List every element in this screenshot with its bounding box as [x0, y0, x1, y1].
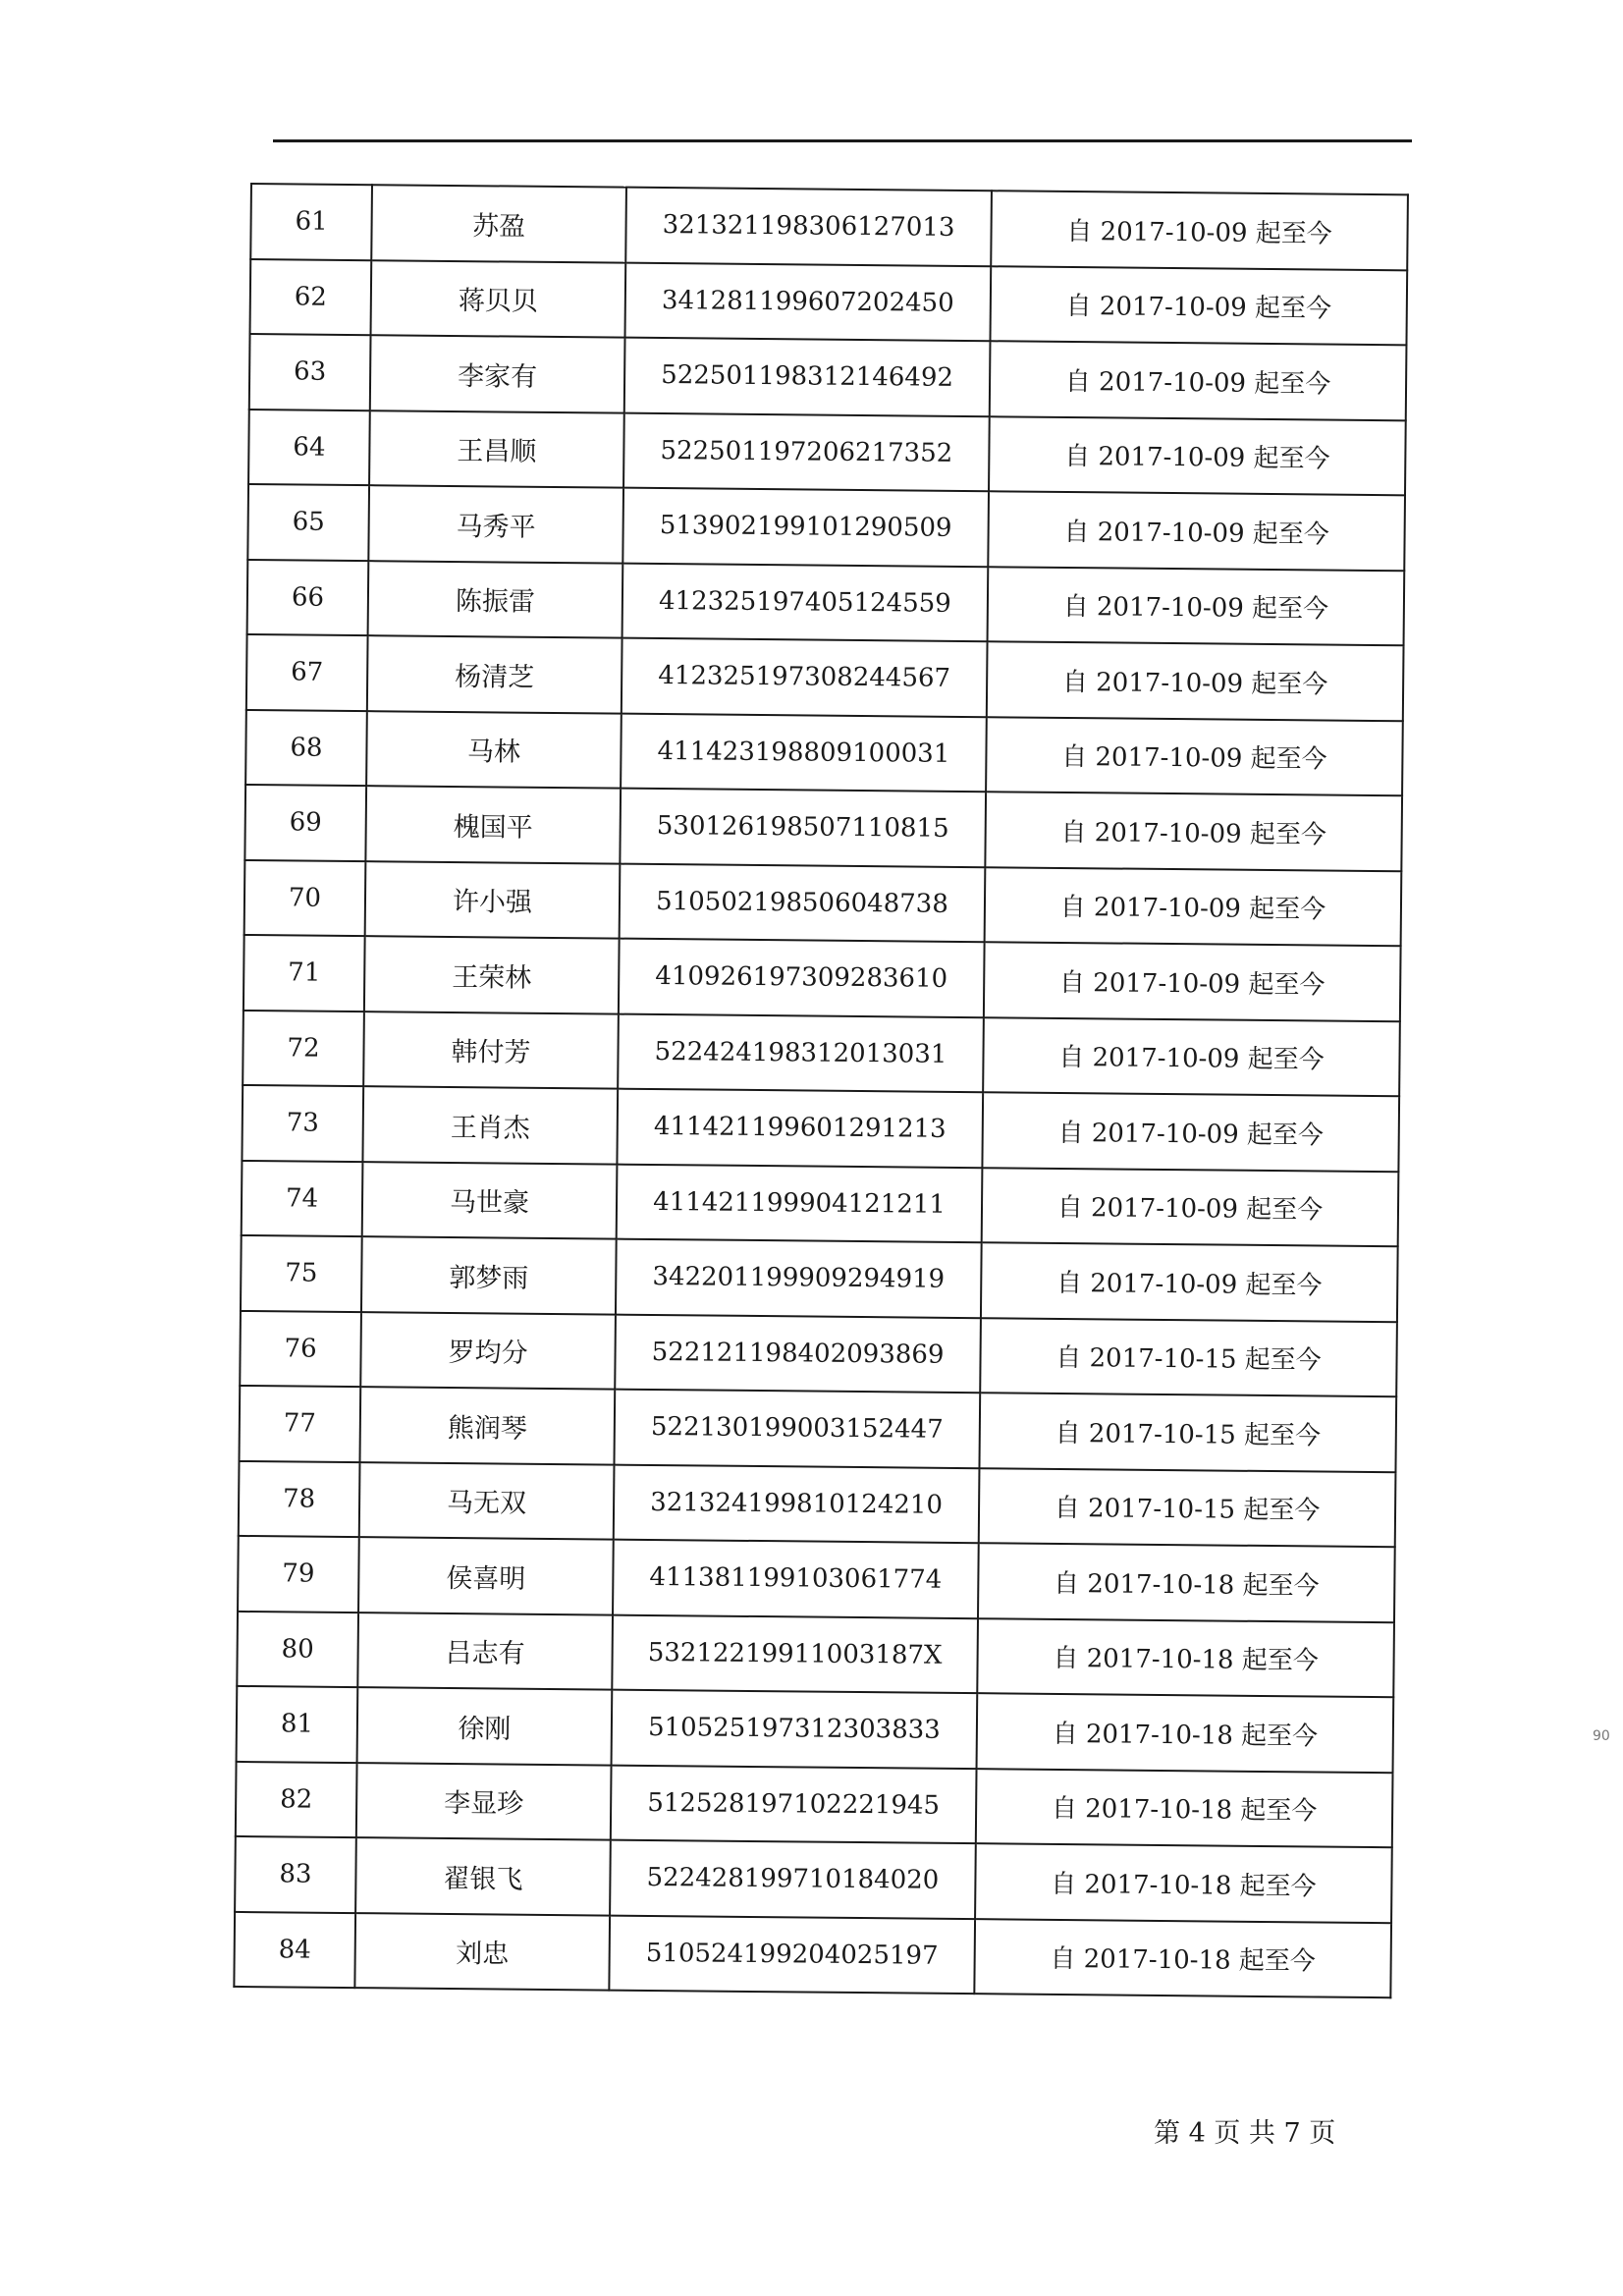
employment-period: 自 2017-10-18 起至今 [974, 1919, 1391, 1998]
page-indicator: 第 4 页 共 7 页 [1154, 2118, 1336, 2149]
employment-period: 自 2017-10-15 起至今 [980, 1318, 1397, 1397]
person-name: 槐国平 [365, 786, 621, 863]
person-name: 韩付芳 [363, 1011, 619, 1089]
employment-period: 自 2017-10-09 起至今 [985, 792, 1402, 871]
row-number: 67 [246, 634, 368, 711]
row-number: 63 [249, 334, 371, 410]
id-number: 341281199607202450 [625, 262, 992, 341]
table-row [250, 184, 1408, 270]
table-row [238, 1536, 1395, 1622]
table-row [237, 1686, 1394, 1773]
row-number: 69 [244, 785, 366, 861]
row-number: 66 [247, 559, 369, 635]
table-row [236, 1761, 1393, 1847]
id-number: 510502198506048738 [620, 863, 986, 942]
employment-period: 自 2017-10-09 起至今 [984, 942, 1401, 1021]
id-number: 411421199601291213 [617, 1089, 983, 1168]
table-row [249, 334, 1407, 420]
id-number: 411381199103061774 [613, 1540, 979, 1618]
row-number: 73 [242, 1085, 363, 1162]
employment-period: 自 2017-10-18 起至今 [975, 1843, 1392, 1923]
id-number: 412325197308244567 [622, 638, 988, 717]
id-number: 53212219911003187X [612, 1614, 978, 1693]
row-number: 78 [239, 1460, 360, 1537]
id-number: 522130199003152447 [614, 1390, 980, 1468]
id-number: 410926197309283610 [619, 939, 985, 1017]
person-name: 苏盈 [371, 185, 626, 262]
row-number: 71 [243, 935, 365, 1011]
id-number: 530126198507110815 [620, 789, 986, 867]
id-number: 522501197206217352 [623, 412, 990, 491]
table-row [245, 709, 1403, 795]
id-number: 412325197405124559 [622, 563, 989, 641]
row-number: 74 [242, 1160, 363, 1236]
id-number: 321321198306127013 [625, 188, 992, 266]
employment-period: 自 2017-10-09 起至今 [987, 641, 1404, 721]
person-name: 侯喜明 [358, 1537, 614, 1614]
person-name: 吕志有 [357, 1613, 613, 1690]
roster-table-body [234, 184, 1408, 1997]
employment-period: 自 2017-10-09 起至今 [981, 1242, 1398, 1322]
table-row [247, 484, 1405, 571]
row-number: 83 [235, 1836, 356, 1913]
employment-period: 自 2017-10-18 起至今 [976, 1769, 1393, 1848]
row-number: 75 [241, 1235, 362, 1312]
table-row [243, 1010, 1400, 1096]
id-number: 411423198809100031 [621, 713, 987, 792]
person-name: 王荣林 [364, 936, 620, 1013]
table-row [242, 1085, 1399, 1172]
person-name: 马秀平 [368, 485, 623, 563]
employment-period: 自 2017-10-15 起至今 [979, 1468, 1396, 1548]
person-name: 李家有 [370, 335, 625, 412]
employment-period: 自 2017-10-15 起至今 [979, 1393, 1396, 1472]
row-number: 65 [247, 484, 369, 561]
person-name: 马世豪 [362, 1162, 618, 1239]
table-row [239, 1460, 1396, 1547]
table-row [235, 1836, 1392, 1923]
table-row [241, 1235, 1398, 1322]
employment-period: 自 2017-10-18 起至今 [977, 1618, 1394, 1698]
row-number: 62 [250, 259, 372, 336]
id-number: 522501198312146492 [624, 338, 991, 416]
row-number: 68 [245, 709, 367, 786]
margin-mark: 90 [1593, 1728, 1610, 1744]
row-number: 72 [243, 1010, 364, 1086]
employment-period: 自 2017-10-09 起至今 [982, 1092, 1399, 1172]
employment-period: 自 2017-10-09 起至今 [990, 266, 1407, 346]
header-rule [273, 139, 1412, 142]
employment-period: 自 2017-10-09 起至今 [988, 567, 1405, 646]
row-number: 70 [244, 859, 366, 936]
row-number: 82 [236, 1761, 357, 1837]
row-number: 77 [240, 1386, 361, 1462]
row-number: 84 [234, 1911, 355, 1988]
employment-period: 自 2017-10-18 起至今 [977, 1693, 1394, 1773]
person-name: 马无双 [359, 1462, 615, 1540]
table-row [240, 1310, 1397, 1396]
employment-period: 自 2017-10-09 起至今 [990, 341, 1407, 420]
table-row [234, 1911, 1391, 1997]
row-number: 79 [238, 1536, 359, 1613]
id-number: 342201199909294919 [616, 1239, 982, 1318]
person-name: 徐刚 [357, 1687, 613, 1765]
employment-period: 自 2017-10-09 起至今 [991, 191, 1408, 270]
person-name: 熊润琴 [360, 1387, 616, 1464]
person-name: 蒋贝贝 [371, 260, 626, 338]
employment-period: 自 2017-10-18 起至今 [978, 1543, 1395, 1622]
row-number: 81 [237, 1686, 358, 1763]
table-row [244, 859, 1402, 946]
id-number: 513902199101290509 [622, 488, 989, 567]
person-name: 罗均分 [360, 1312, 616, 1390]
roster-table [233, 183, 1409, 1998]
employment-period: 自 2017-10-09 起至今 [983, 1017, 1400, 1097]
person-name: 陈振雷 [368, 561, 623, 638]
table-row [246, 634, 1404, 721]
employment-period: 自 2017-10-09 起至今 [986, 717, 1403, 796]
person-name: 马林 [366, 711, 622, 789]
row-number: 80 [237, 1611, 358, 1687]
table-row [240, 1386, 1397, 1472]
id-number: 512528197102221945 [611, 1765, 977, 1843]
id-number: 321324199810124210 [614, 1464, 980, 1543]
id-number: 522121198402093869 [615, 1314, 981, 1393]
row-number: 64 [248, 409, 370, 485]
id-number: 522428199710184020 [610, 1840, 976, 1919]
table-row [237, 1611, 1394, 1697]
table-row [244, 785, 1402, 871]
employment-period: 自 2017-10-09 起至今 [988, 491, 1405, 571]
person-name: 王肖杰 [362, 1086, 618, 1164]
employment-period: 自 2017-10-09 起至今 [985, 867, 1402, 947]
person-name: 许小强 [365, 861, 621, 939]
person-name: 刘忠 [354, 1913, 610, 1991]
employment-period: 自 2017-10-09 起至今 [982, 1168, 1399, 1247]
person-name: 杨清芝 [367, 635, 622, 713]
id-number: 522424198312013031 [618, 1013, 984, 1092]
table-row [247, 559, 1405, 645]
id-number: 411421199904121211 [617, 1164, 983, 1242]
person-name: 郭梦雨 [361, 1236, 617, 1314]
id-number: 510524199204025197 [609, 1915, 975, 1994]
row-number: 76 [240, 1310, 361, 1387]
person-name: 李显珍 [356, 1763, 612, 1840]
table-row [243, 935, 1401, 1021]
person-name: 翟银飞 [355, 1837, 611, 1915]
id-number: 510525197312303833 [612, 1690, 978, 1769]
table-row [250, 259, 1408, 346]
table-row [242, 1160, 1399, 1246]
roster-table-container [233, 183, 1409, 1998]
table-row [248, 409, 1406, 495]
employment-period: 自 2017-10-09 起至今 [989, 416, 1406, 496]
person-name: 王昌顺 [369, 410, 624, 488]
row-number: 61 [250, 184, 372, 260]
